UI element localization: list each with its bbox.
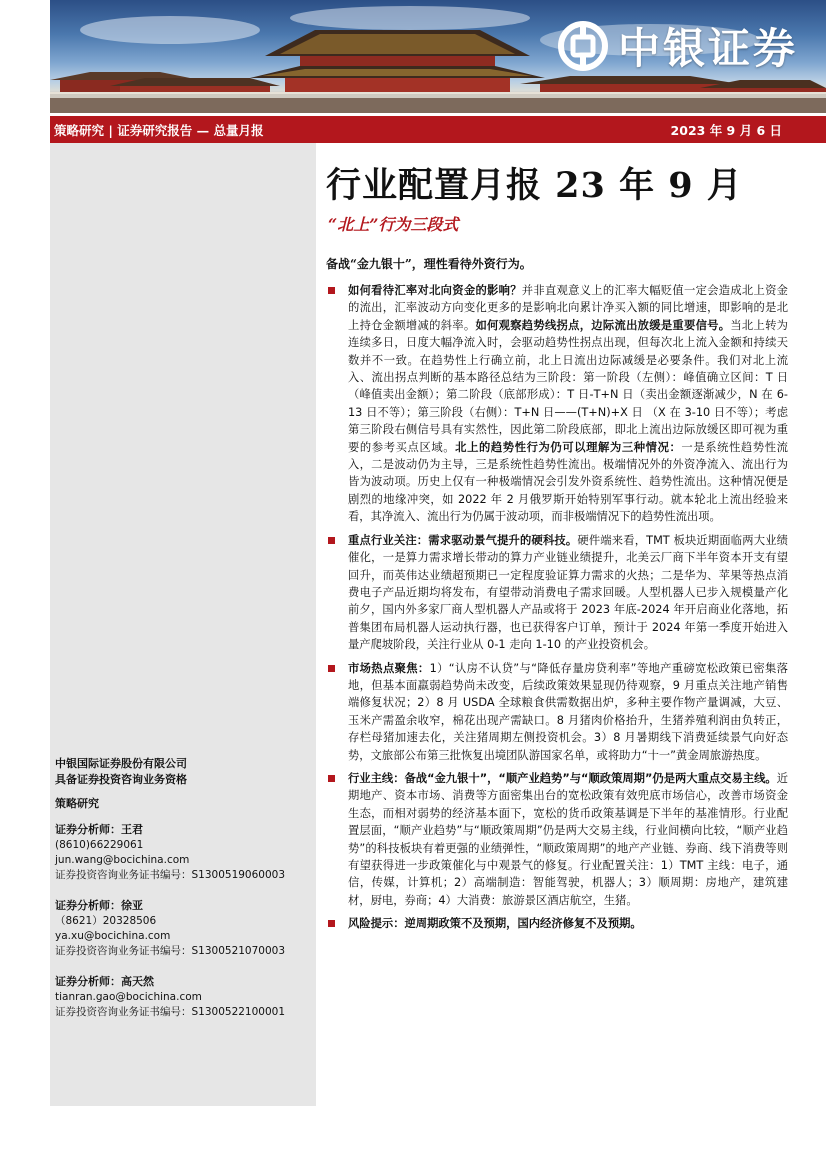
report-title: 行业配置月报 23 年 9 月 xyxy=(326,165,743,206)
analyst-card xyxy=(55,973,313,1020)
analyst-info xyxy=(55,756,313,1020)
bullet-key-industries xyxy=(326,532,788,654)
analyst-email[interactable]: tianran.gao@bocichina.com xyxy=(55,991,202,1003)
bullet-market-hotspots xyxy=(326,660,788,764)
crumb-strategy: 策略研究 xyxy=(54,122,105,138)
analyst-email[interactable]: jun.wang@bocichina.com xyxy=(55,854,190,866)
bullet-heading: 重点行业关注：需求驱动景气提升的硬科技。 xyxy=(348,533,578,547)
analyst-phone: (8610)66229061 xyxy=(55,839,144,851)
bank-of-china-logo-icon xyxy=(558,21,608,71)
breadcrumb xyxy=(54,121,264,139)
analyst-name: 证券分析师：王君 xyxy=(55,823,143,836)
crumb-report-type: 证券研究报告 xyxy=(117,122,193,138)
crumb-separator: | xyxy=(104,122,118,138)
bullet-text: 1）“认房不认贷”与“降低存量房贷利率”等地产重磅宽松政策已密集落地，但基本面羸弱趋势尚未改变，后续政策效果显现仍待观察，9 月重点关注地产销售端修复状况；2）8 月 USDA 全球粮食供需数据出炉，多种主要作物产量调减，大豆、玉米产需盈余收窄，棉花出现产需缺口。8 月猪肉价格抬升，生猪养殖利润由负转正，存栏母猪加速去化，关注猪周期左侧投资机会。3）8 月暑期线下消费延续景气向好态势，文旅部公布第三批恢复出境团队游国家名单，或将助力“十一”黄金周旅游热度。 xyxy=(348,661,788,762)
report-category-bar xyxy=(50,116,826,143)
bullet-text: 一是系统性趋势性流入，二是波动仍为主导，三是系统性趋势性流出。极端情况外的外资净流入、流出行为皆为波动项。历史上仅有一种极端情况会引发外资系统性、趋势性流出。这种情况便是剧烈的地缘冲突，如 2022 年 2 月俄罗斯开始特别军事行动。就本轮北上流出经验来看，其净流入、流出行为仍属于波动项，而非极端情况下的趋势性流出项。 xyxy=(348,440,788,524)
brand-logo xyxy=(558,16,798,76)
bullet-heading: 如何看待汇率对北向资金的影响？ xyxy=(348,284,522,297)
bullet-heading: 市场热点聚焦： xyxy=(348,661,430,675)
analyst-card xyxy=(55,821,313,883)
bullet-text: 硬件端来看，TMT 板块近期面临两大业绩催化，一是算力需求增长带动的算力产业链业绩提升，北美云厂商下半年资本开支有望回升，而英伟达业绩超预期已一定程度验证算力需求的火热；二是华为、苹果等热点消费电子产品近期均将发布，有望带动消费电子需求回暖。人型机器人已步入规模量产化前夕，国内外多家厂商人型机器人产品或将于 2023 年底-2024 年开启商业化落地，拓普集团布局机器人运动执行器，也已获得客户订单，预计于 2024 年第一季度开始进入量产爬坡阶段，关注行业从 0-1 走向 1-10 的产业投资机会。 xyxy=(348,533,788,652)
crumb-monthly: 总量月报 xyxy=(213,122,264,138)
bullet-heading: 北上的趋势性行为仍可以理解为三种情况： xyxy=(455,440,682,454)
bullet-northbound-fx xyxy=(326,282,788,526)
analyst-cert: 证券投资咨询业务证书编号：S1300522100001 xyxy=(55,1006,286,1018)
bullet-text: 并非直观意义上的汇率大幅贬值一定会造成北上资金的流出，汇率波动方向变化更多的是影响北向累计净买入额的同比增速，即影响的是北上持仓金额增减的斜率。 xyxy=(348,284,788,332)
lead-summary: 备战“金九银十”，理性看待外资行为。 xyxy=(326,257,532,271)
analyst-cert: 证券投资咨询业务证书编号：S1300521070003 xyxy=(55,945,286,957)
analyst-name: 证券分析师：高天然 xyxy=(55,975,154,988)
bullet-risk-warning xyxy=(326,915,788,932)
bullet-text: 当北上转为连续多日，日度大幅净流入时，会驱动趋势性拐点出现，但每次北上流入金额和持续天数并不一致。在趋势性上行确立前，北上日流出边际减缓是必要条件。我们对北上流入、流出拐点判断的基本路径总结为三阶段：第一阶段（左侧）：峰值确立区间：T 日（峰值卖出金额）；第二阶段（底部形成）：T 日-T+N 日（卖出金额逐渐减少，N 在 6-13 日不等）；第三阶段（右侧）：T+N 日——(T+N)+X 日 （X 在 3-10 日不等）；考虑第三阶段右侧信号具有实然性，因此第二阶段底部，即北上流出边际放缓区即可视为重要的参考买点区域。 xyxy=(348,318,788,454)
report-summary-bullets xyxy=(326,282,788,939)
bullet-heading: 风险提示：逆周期政策不及预期，国内经济修复不及预期。 xyxy=(348,917,642,931)
analyst-card xyxy=(55,897,313,959)
report-date: 2023 年 9 月 6 日 xyxy=(670,122,782,138)
company-qualification: 具备证券投资咨询业务资格 xyxy=(55,773,187,786)
company-name: 中银国际证券股份有限公司 xyxy=(55,757,187,770)
bullet-industry-mainline xyxy=(326,770,788,909)
crumb-separator: — xyxy=(192,122,214,138)
analyst-email[interactable]: ya.xu@bocichina.com xyxy=(55,930,171,942)
report-subtitle: “北上”行为三段式 xyxy=(328,215,459,234)
analyst-cert: 证券投资咨询业务证书编号：S1300519060003 xyxy=(55,869,286,881)
bullet-text: 近期地产、资本市场、消费等方面密集出台的宽松政策有效兜底市场信心，改善市场资金生态，而相对弱势的经济基本面下，宽松的货币政策基调是下半年的基准情形。行业配置层面，“顺产业趋势”与“顺政策周期”仍是两大交易主线，行业间横向比较，“顺产业趋势”的科技板块有着更强的业绩弹性，“顺政策周期”的地产产业链、券商、线下消费等则有望获得进一步政策催化与中观景气的修复。行业配置关注：1）TMT 主线：电子，通信，传媒，计算机；2）高端制造：智能驾驶，机器人；3）顺周期：房地产，建筑建材，厨电，券商；4）大消费：旅游景区酒店航空，生猪。 xyxy=(348,771,788,907)
bullet-heading: 如何观察趋势线拐点，边际流出放缓是重要信号。 xyxy=(475,318,731,332)
analyst-phone: （8621）20328506 xyxy=(55,915,157,927)
brand-name: 中银证券 xyxy=(617,24,798,73)
analyst-name: 证券分析师：徐亚 xyxy=(55,899,143,912)
bullet-heading: 行业主线：备战“金九银十”，“顺产业趋势”与“顺政策周期”仍是两大重点交易主线。 xyxy=(348,771,777,785)
research-section: 策略研究 xyxy=(55,797,99,810)
header-banner xyxy=(50,0,826,113)
